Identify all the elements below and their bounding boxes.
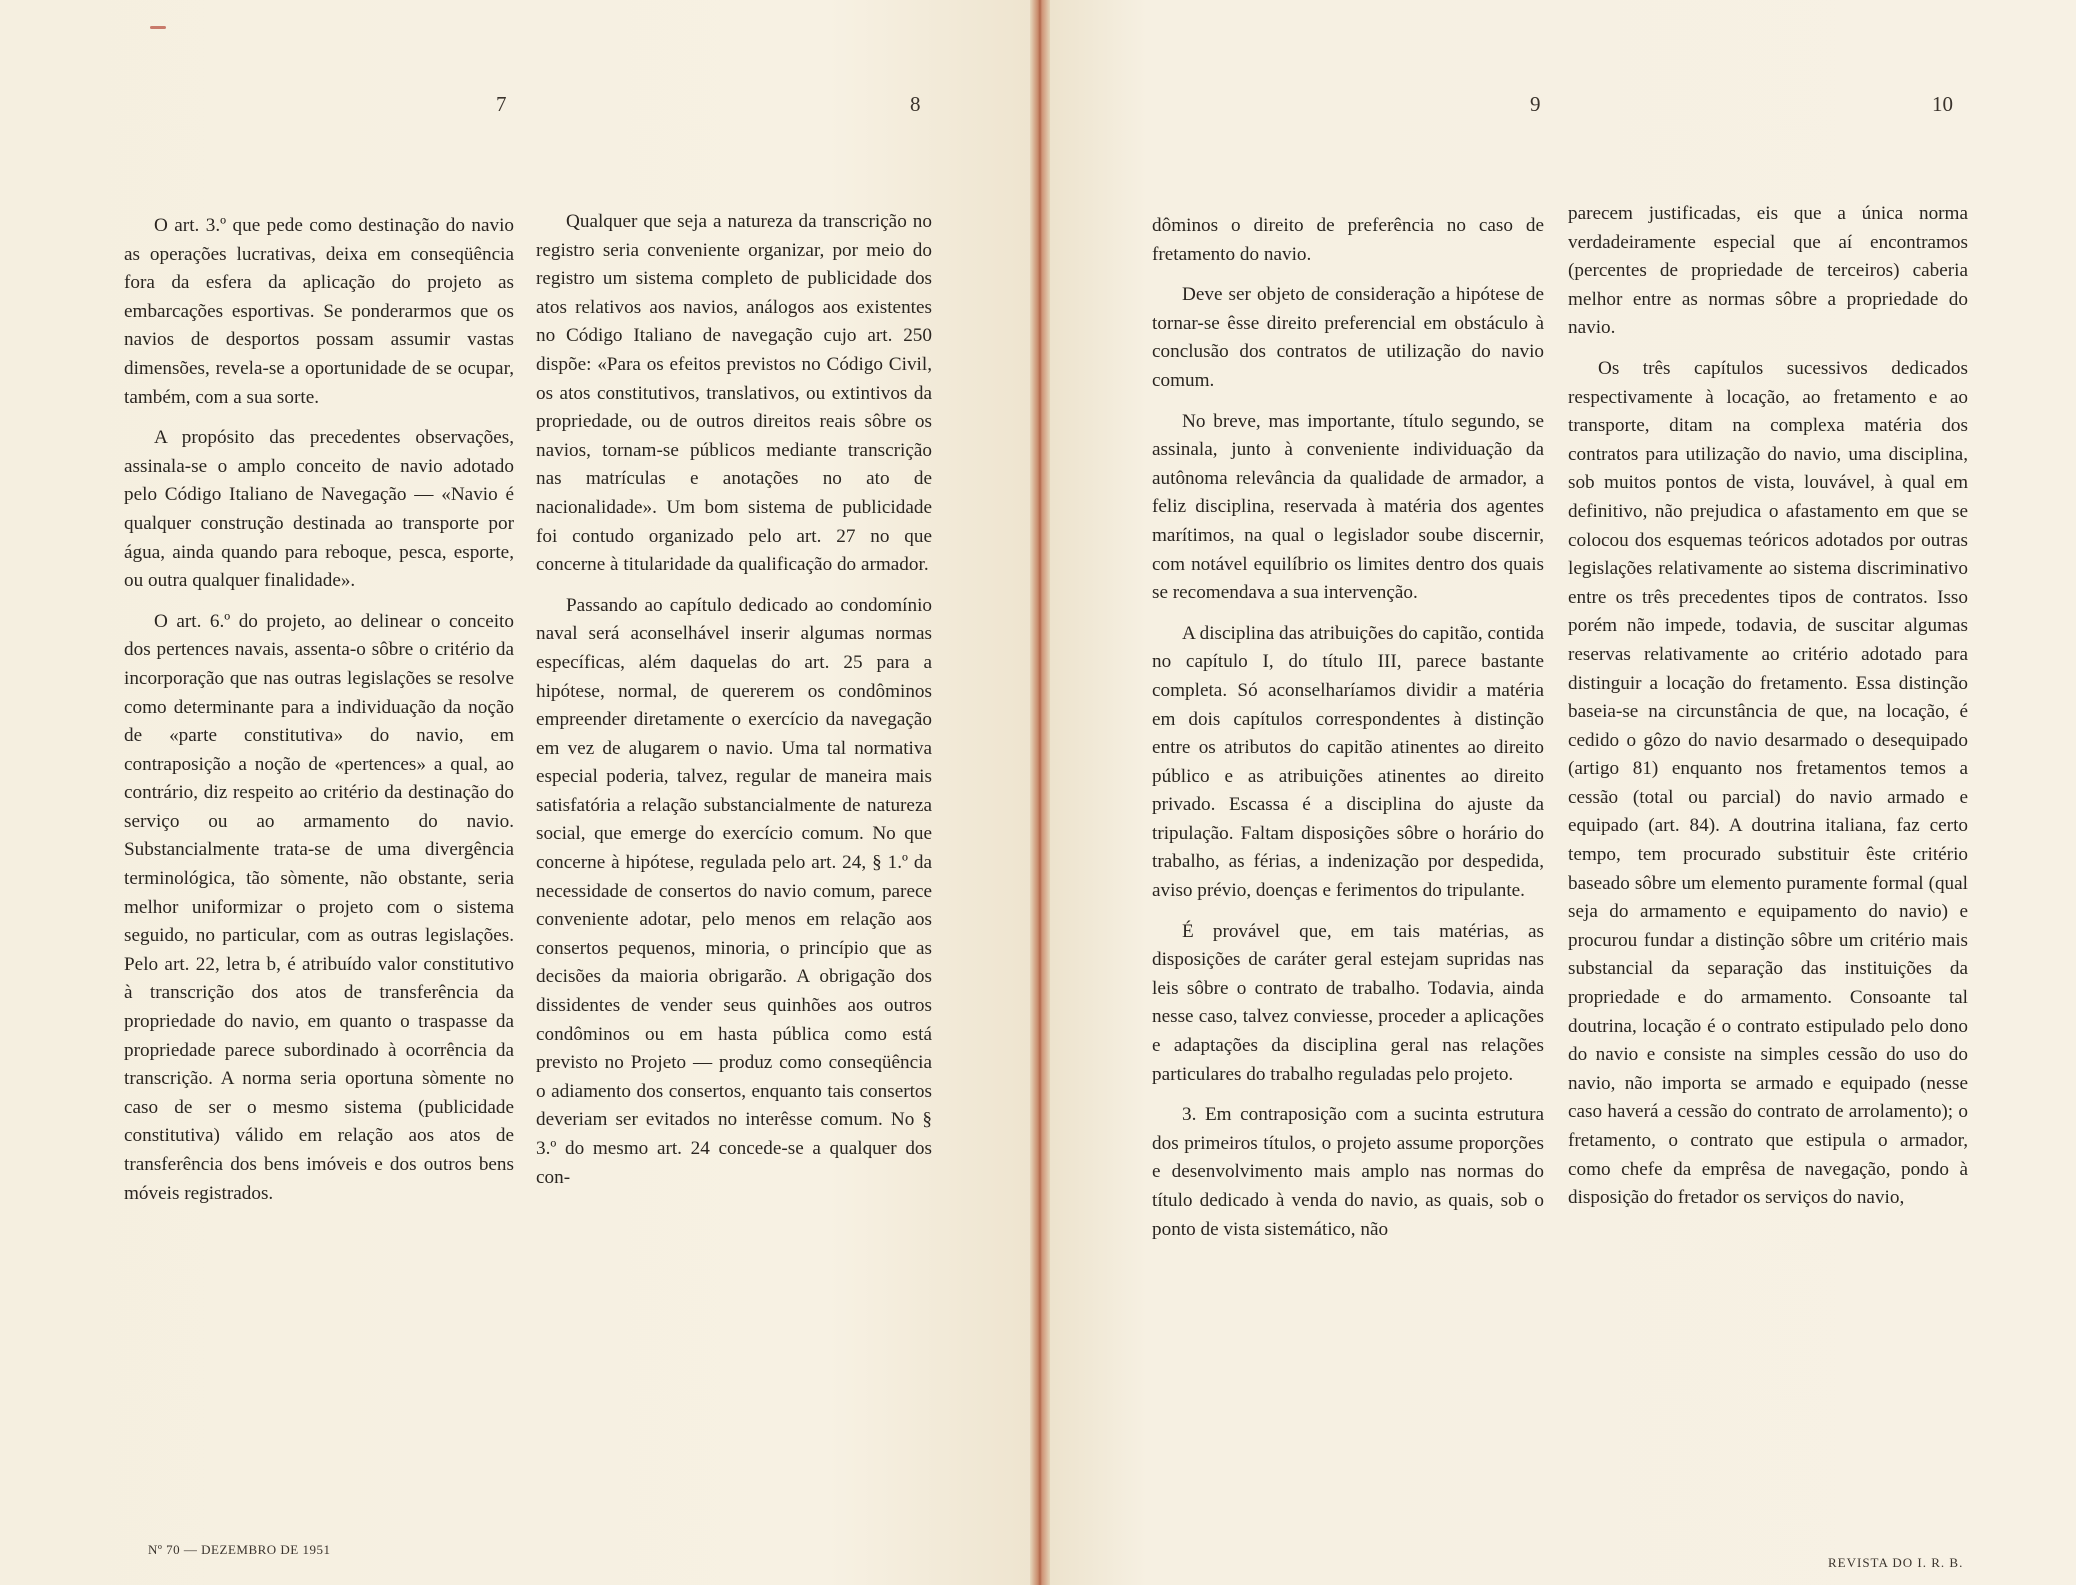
book-gutter xyxy=(1030,0,1050,1585)
paragraph: parecem justificadas, eis que a única norma verdadeiramente especial que aí encontramos (percentes de propriedade de terceiros) caberia melhor entre as normas sôbre a propriedade do navio. xyxy=(1568,203,1968,339)
paragraph: Deve ser objeto de consideração a hipótese de tornar-se êsse direito preferencial em obstáculo à conclusão dos contratos de utilização do navio comum. xyxy=(1152,284,1544,391)
paragraph: O art. 3.º que pede como destinação do navio as operações lucrativas, deixa em conseqüência fora da esfera da aplicação do projeto as embarcações esportivas. Se ponderarmos que os navios de desportos possam assumir vastas dimensões, revela-se a oportunidade de se ocupar, também, com a sua sorte. xyxy=(124,215,514,408)
footer-journal: REVISTA DO I. R. B. xyxy=(1828,1555,1964,1570)
column-page-10 xyxy=(1568,200,1968,1225)
page-number-10: 10 xyxy=(1932,92,1953,116)
page-number-8: 8 xyxy=(910,92,921,116)
paragraph: Passando ao capítulo dedicado ao condomínio naval será aconselhável inserir algumas normas específicas, além daquelas do art. 25 para a hipótese, normal, de quererem os condôminos empreender diretamente o exercício da navegação em vez de alugarem o navio. Uma tal normativa especial poderia, talvez, regular de maneira mais satisfatória a relação substancialmente de natureza social, que emerge do exercício comum. No que concerne à hipótese, regulada pelo art. 24, § 1.º da necessidade de consertos do navio comum, parece conveniente adotar, pelo menos em relação aos consertos pequenos, minoria, o princípio que as decisões da maioria obrigarão. A obrigação dos dissidentes de vender seus quinhões aos outros condôminos ou em hasta pública como está previsto no Projeto — produz como conseqüência o adiamento dos consertos, enquanto tais consertos deveriam ser evitados no interêsse comum. No § 3.º do mesmo art. 24 concede-se a qualquer dos con- xyxy=(536,594,932,1188)
paragraph: É provável que, em tais matérias, as disposições de caráter geral estejam supridas nas leis sôbre o contrato de trabalho. Todavia, ainda nesse caso, talvez conviesse, proceder a aplicações e adaptações da disciplina geral nas relações particulares do trabalho reguladas pelo projeto. xyxy=(1152,920,1544,1085)
paragraph: No breve, mas importante, título segundo, se assinala, junto à conveniente individuação da autônoma relevância da qualidade de armador, a feliz disciplina, reservada à matéria dos agentes marítimos, na qual o legislador soube discernir, com notável equilíbrio os limites dentro dos quais se recomendava a sua intervenção. xyxy=(1152,410,1544,604)
page-number-7: 7 xyxy=(496,92,507,116)
footer-issue: Nº 70 — DEZEMBRO DE 1951 xyxy=(148,1542,331,1557)
page-number-9: 9 xyxy=(1530,92,1541,116)
paragraph: 3. Em contraposição com a sucinta estrutura dos primeiros títulos, o projeto assume proporções e desenvolvimento mais amplo nas normas do título dedicado à venda do navio, as quais, sob o ponto de vista sistemático, não xyxy=(1152,1104,1544,1240)
paragraph: Qualquer que seja a natureza da transcrição no registro seria conveniente organizar, por meio do registro um sistema completo de publicidade dos atos relativos aos navios, análogos aos existentes no Código Italiano de navegação cujo art. 250 dispõe: «Para os efeitos previstos no Código Civil, os atos constitutivos, translativos, ou extintivos da propriedade, ou de outros direitos reais sôbre os navios, tornam-se públicos mediante transcrição nas matrículas e anotações no ato de nacionalidade». Um bom sistema de publicidade foi contudo organizado pelo art. 27 no que concerne à titularidade da qualificação do armador. xyxy=(536,211,932,576)
paragraph: A propósito das precedentes observações, assinala-se o amplo conceito de navio adotado pelo Código Italiano de Navegação — «Navio é qualquer construção destinada ao transporte por água, ainda quando para reboque, pesca, esporte, ou outra qualquer finalidade». xyxy=(124,427,514,592)
paragraph: dôminos o direito de preferência no caso de fretamento do navio. xyxy=(1152,215,1544,265)
paragraph: Os três capítulos sucessivos dedicados respectivamente à locação, ao fretamento e ao transporte, ditam na complexa matéria dos contratos para utilização do navio, uma disciplina, sob muitos pontos de vista, louvável, à qual em definitivo, não prejudica o afastamento em que se colocou dos esquemas teóricos adotados por outras legislações relativamente ao sistema discriminativo entre os três precedentes tipos de contratos. Isso porém não impede, todavia, de suscitar algumas reservas relativamente ao critério adotado para distinguir a locação do fretamento. Essa distinção baseia-se na circunstância de que, na locação, é cedido o gôzo do navio desarmado o desequipado (artigo 81) enquanto nos fretamentos temos a cessão (total ou parcial) do navio armado e equipado (art. 84). A doutrina italiana, faz certo tempo, tem procurado substituir êste critério baseado sôbre um elemento puramente formal (qual seja do armamento e equipamento do navio) e procurou fundar a distinção sôbre um critério mais substancial da separação das instituições da propriedade e do armamento. Consoante tal doutrina, locação é o contrato estipulado pelo dono do navio e consiste na simples cessão do uso do navio, não importa se armado e equipado (nesse caso haverá a cessão do contrato de arrolamento); o fretamento, o contrato que estipula o armador, como chefe da emprêsa de navegação, pondo à disposição do fretador os serviços do navio, xyxy=(1568,357,1968,1209)
column-page-7 xyxy=(124,212,514,1220)
ink-mark xyxy=(150,26,166,29)
column-page-8 xyxy=(536,208,932,1204)
paragraph: A disciplina das atribuições do capitão, contida no capítulo I, do título III, parece bastante completa. Só aconselharíamos dividir a matéria em dois capítulos correspondentes à distinção entre os atributos do capitão atinentes ao direito público e as atribuições atinentes ao direito privado. Escassa é a disciplina do ajuste da tripulação. Faltam disposições sôbre o horário do trabalho, as férias, a indenização por despedida, aviso prévio, doenças e ferimentos do tripulante. xyxy=(1152,622,1544,902)
column-page-9 xyxy=(1152,212,1544,1256)
paragraph: O art. 6.º do projeto, ao delinear o conceito dos pertences navais, assenta-o sôbre o critério da incorporação que nas outras legislações se resolve como determinante para a individuação da noção de «parte constitutiva» do navio, em contraposição a noção de «pertences» a qual, ao contrário, diz respeito ao critério da destinação do serviço ou ao armamento do navio. Substancialmente trata-se de uma divergência terminológica, tão sòmente, não obstante, seria melhor uniformizar o projeto com o sistema seguido, no particular, com as outras legislações. Pelo art. 22, letra b, é atribuído valor constitutivo à transcrição dos atos de transferência da propriedade do navio, em quanto o traspasse da propriedade parece subordinado à ocorrência da transcrição. A norma seria oportuna sòmente no caso de ser o mesmo sistema (publicidade constitutiva) válido em relação aos atos de transferência dos bens imóveis e dos outros bens móveis registrados. xyxy=(124,610,514,1204)
